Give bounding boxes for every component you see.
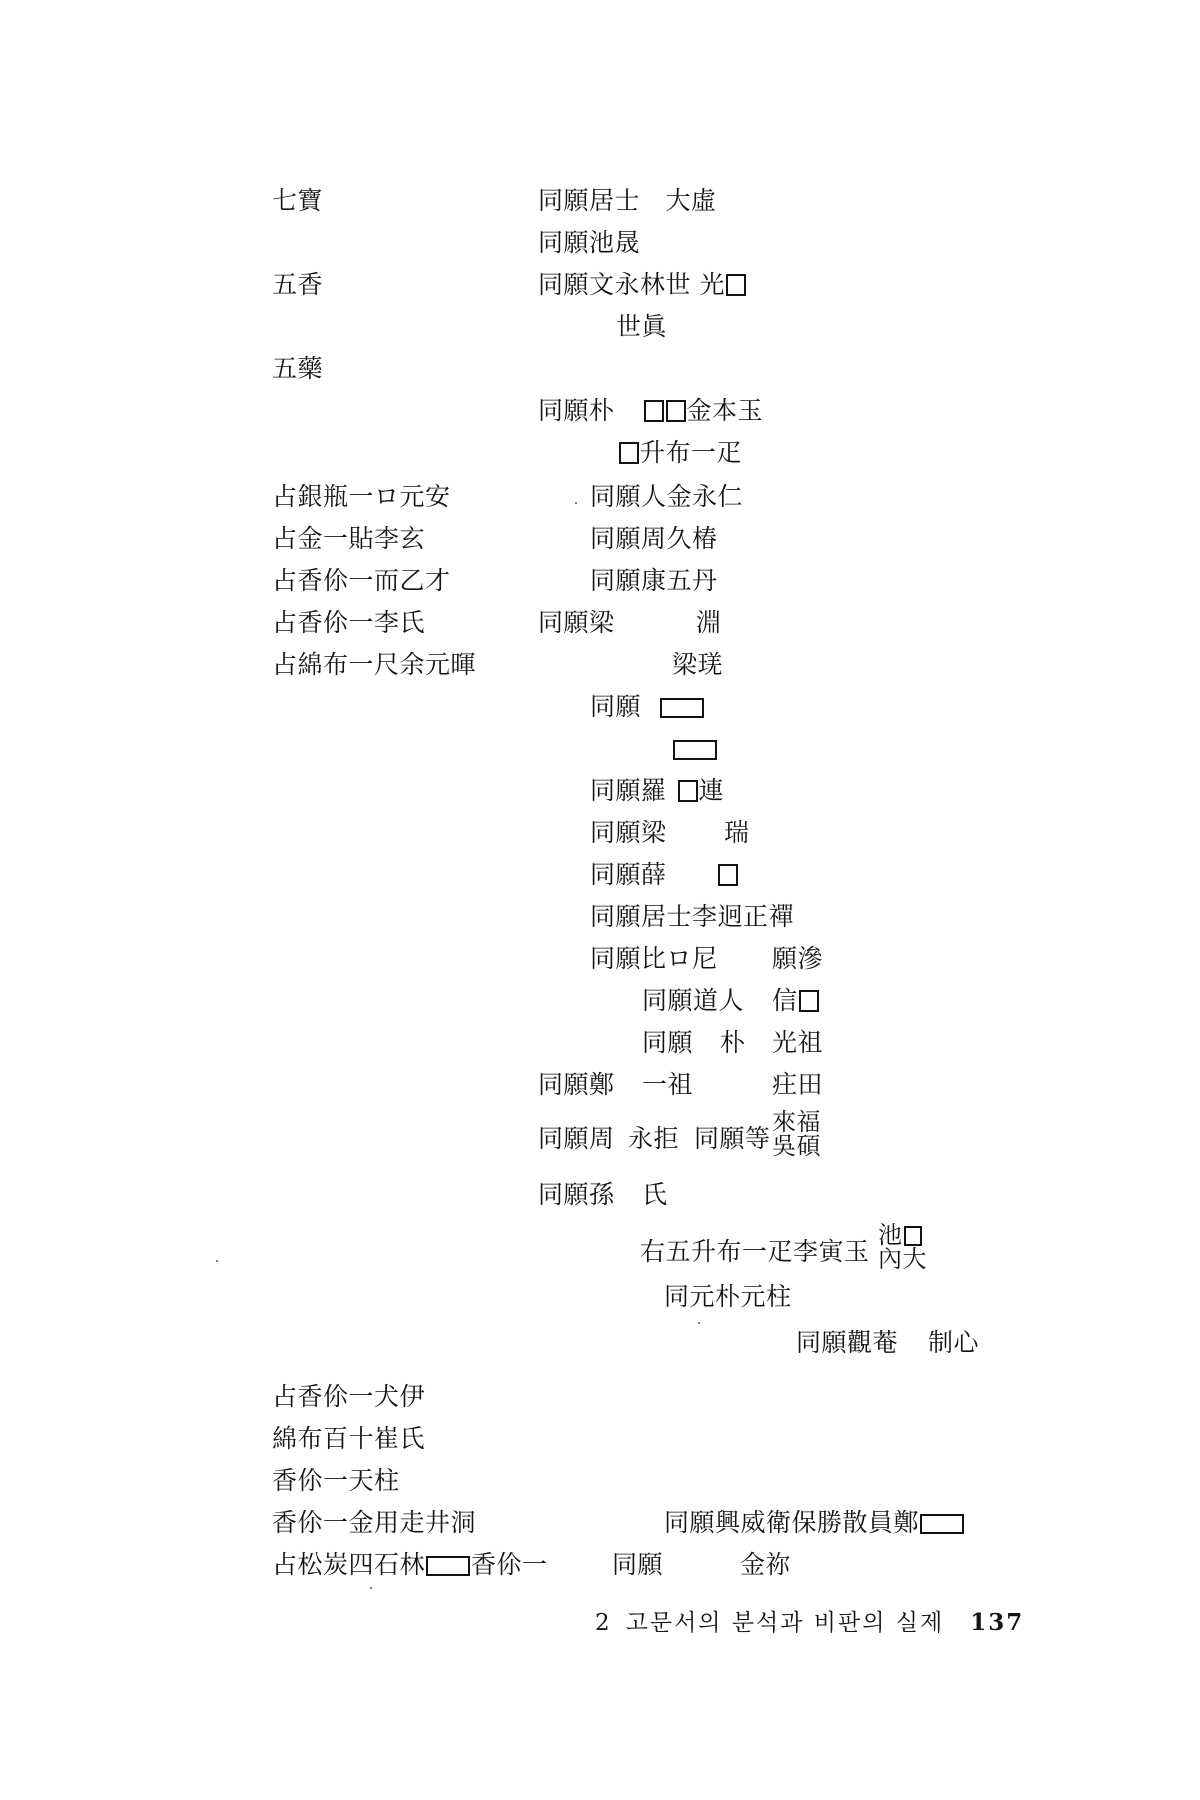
left-entry-part: 占松炭四石林 (272, 1550, 426, 1579)
left-entry: 占金一貼李玄 (272, 524, 426, 553)
lacuna-box (673, 740, 717, 760)
lacuna-box (904, 1226, 922, 1246)
lacuna-box (726, 274, 746, 296)
right-entry (538, 396, 763, 426)
scan-speck (575, 502, 577, 504)
stacked-name: 來福 (772, 1108, 821, 1136)
right-entry: 願滲 (772, 944, 824, 973)
section-number: 2 (595, 1610, 612, 1636)
lacuna-box (718, 864, 738, 886)
entry-text: 同願薛 (590, 860, 667, 889)
right-entry: 光祖 (772, 1028, 824, 1057)
left-entry: 占香伱一而乙才 (272, 566, 451, 595)
entry-text: 同願文永林世 光 (538, 270, 725, 299)
right-entry: 世眞 (616, 312, 668, 341)
right-entry: 一祖 (642, 1070, 694, 1099)
stacked-name: 吳碩 (772, 1132, 821, 1160)
right-entry: 同願周久椿 (590, 524, 718, 553)
right-entry (618, 438, 742, 468)
right-entry: 㽵田 (772, 1070, 824, 1099)
left-entry-part: 香伱一 (471, 1550, 548, 1579)
right-entry (664, 1508, 965, 1538)
left-entry: 綿布百十崔氏 (272, 1424, 426, 1453)
left-entry: 香伱一天柱 (272, 1466, 400, 1495)
entry-text: 升布一疋 (640, 438, 743, 467)
right-entry: 同願居士李迥正禪 (590, 902, 795, 931)
right-entry: 同願孫 (538, 1180, 615, 1209)
right-entry: 永拒 (628, 1124, 680, 1153)
lacuna-box (678, 780, 698, 802)
left-entry: 五藥 (272, 354, 324, 383)
left-entry: 占香伱一李氏 (272, 608, 426, 637)
right-entry: 同願鄭 (538, 1070, 615, 1099)
right-entry (590, 692, 705, 722)
stacked-name: 池 (878, 1223, 927, 1247)
lacuna-box (799, 990, 819, 1012)
right-entry: 同願等 (694, 1124, 771, 1153)
right-entry: 梁琷 (672, 650, 724, 679)
page-number: 137 (970, 1609, 1025, 1636)
right-entry: 同願人金永仁 (590, 482, 744, 511)
scan-speck (216, 1260, 218, 1262)
lacuna-box (619, 442, 639, 464)
lacuna-box (920, 1514, 964, 1534)
right-entry: 同願觀菴 (796, 1328, 899, 1357)
right-entry: 右五升布一疋李寅玉 (640, 1237, 870, 1266)
left-entry: 五香 (272, 270, 324, 299)
entry-text: 信 (772, 986, 798, 1015)
stacked-names (772, 1110, 821, 1158)
left-entry: 香伱一金用走井洞 (272, 1508, 477, 1537)
left-entry: 占綿布一尺余元暉 (272, 650, 477, 679)
right-entry: 氏 (642, 1180, 668, 1209)
lacuna-box (660, 698, 704, 718)
right-entry: 同願周 (538, 1124, 615, 1153)
chapter-title: 고문서의 분석과 비판의 실제 (625, 1610, 945, 1636)
right-entry (672, 734, 718, 764)
right-entry: 同願比ロ尼 (590, 944, 718, 973)
lacuna-box (666, 400, 686, 422)
right-entry: 淵 (696, 608, 722, 637)
running-footer (595, 1608, 1024, 1638)
entry-text: 同願羅 (590, 776, 667, 805)
right-entry: 金祢 (740, 1550, 792, 1579)
lacuna-box (644, 400, 664, 422)
entry-text: 同願興威衛保勝散員鄭 (664, 1508, 920, 1537)
right-entry: 瑞 (724, 818, 750, 847)
right-entry: 制心 (928, 1328, 980, 1357)
right-entry: 同願 (642, 1028, 694, 1057)
right-entry: 同願梁 (590, 818, 667, 847)
entry-text: 同願 (590, 692, 642, 721)
right-entry: 同願居士 大虛 (538, 186, 717, 215)
right-entry: 同願道人 (642, 986, 745, 1015)
right-entry (590, 776, 724, 806)
right-entry: 同元朴元柱 (664, 1282, 792, 1311)
right-entry: 朴 (720, 1028, 746, 1057)
right-entry: 同願 (612, 1550, 664, 1579)
left-entry (272, 1550, 548, 1580)
right-entry (590, 860, 739, 890)
left-entry: 七寶 (272, 186, 324, 215)
scan-speck (698, 1322, 700, 1324)
lacuna-box (426, 1556, 470, 1576)
entry-text: 金本玉 (686, 396, 764, 425)
stacked-name: 內大 (878, 1245, 927, 1273)
entry-text: 同願朴 (538, 396, 615, 425)
right-entry: 同願梁 (538, 608, 615, 637)
entry-text: 連 (698, 776, 725, 805)
left-entry: 占香伱一犬伊 (272, 1382, 426, 1411)
right-entry (772, 986, 820, 1016)
right-entry (538, 270, 747, 300)
right-entry: 同願康五丹 (590, 566, 718, 595)
stacked-names (878, 1223, 927, 1271)
right-entry: 同願池晟 (538, 228, 641, 257)
scan-speck (370, 1587, 372, 1589)
left-entry: 占銀瓶一ロ元安 (272, 482, 451, 511)
